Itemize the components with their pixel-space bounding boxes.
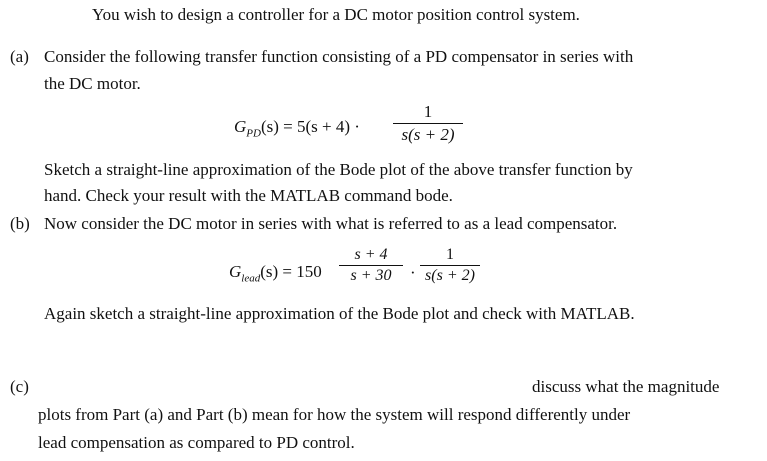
gpd-fraction <box>393 102 463 144</box>
intro-text: You wish to design a controller for a DC motor position control system. <box>92 5 580 24</box>
fraction-bar <box>393 123 463 124</box>
glead-dot: · <box>410 263 416 282</box>
gpd-expression: (s) = 5(s + 4) · <box>260 117 360 136</box>
part-a-label: (a) <box>10 47 29 66</box>
glead-expression: (s) = 150 <box>260 262 322 281</box>
part-b-instr: Again sketch a straight-line approximation of the Bode plot and check with MATLAB. <box>44 304 635 323</box>
glead-denominator-1: s + 30 <box>350 267 392 285</box>
glead-numerator-1: s + 4 <box>354 246 388 263</box>
glead-fraction-2 <box>420 246 480 286</box>
part-c-text-line2: plots from Part (a) and Part (b) mean for how the system will respond differently under <box>38 405 631 424</box>
gpd-symbol: G <box>234 117 247 136</box>
fraction-bar <box>339 265 403 266</box>
glead-denominator-2: s(s + 2) <box>425 267 475 285</box>
part-c-text-line3: lead compensation as compared to PD control. <box>38 433 355 452</box>
part-a-text-line1: Consider the following transfer function consisting of a PD compensator in series with <box>44 47 634 66</box>
glead-symbol: G <box>229 262 242 281</box>
part-a-text-line2: the DC motor. <box>44 74 141 93</box>
part-c-label: (c) <box>10 377 29 396</box>
glead-fraction-1 <box>339 246 403 286</box>
gpd-numerator: 1 <box>423 102 433 121</box>
glead-subscript: lead <box>241 272 261 285</box>
fraction-bar <box>420 265 480 266</box>
part-a-instr-line2: hand. Check your result with the MATLAB command bode. <box>44 186 453 205</box>
gpd-subscript: PD <box>246 127 261 140</box>
part-b-label: (b) <box>10 214 30 233</box>
part-b-text: Now consider the DC motor in series with what is referred to as a lead compensator. <box>44 214 618 233</box>
glead-numerator-2: 1 <box>446 246 454 263</box>
gpd-denominator: s(s + 2) <box>401 124 455 144</box>
part-c-text-line1: discuss what the magnitude <box>532 377 720 396</box>
part-a-instr-line1: Sketch a straight-line approximation of the Bode plot of the above transfer function by <box>44 160 633 179</box>
